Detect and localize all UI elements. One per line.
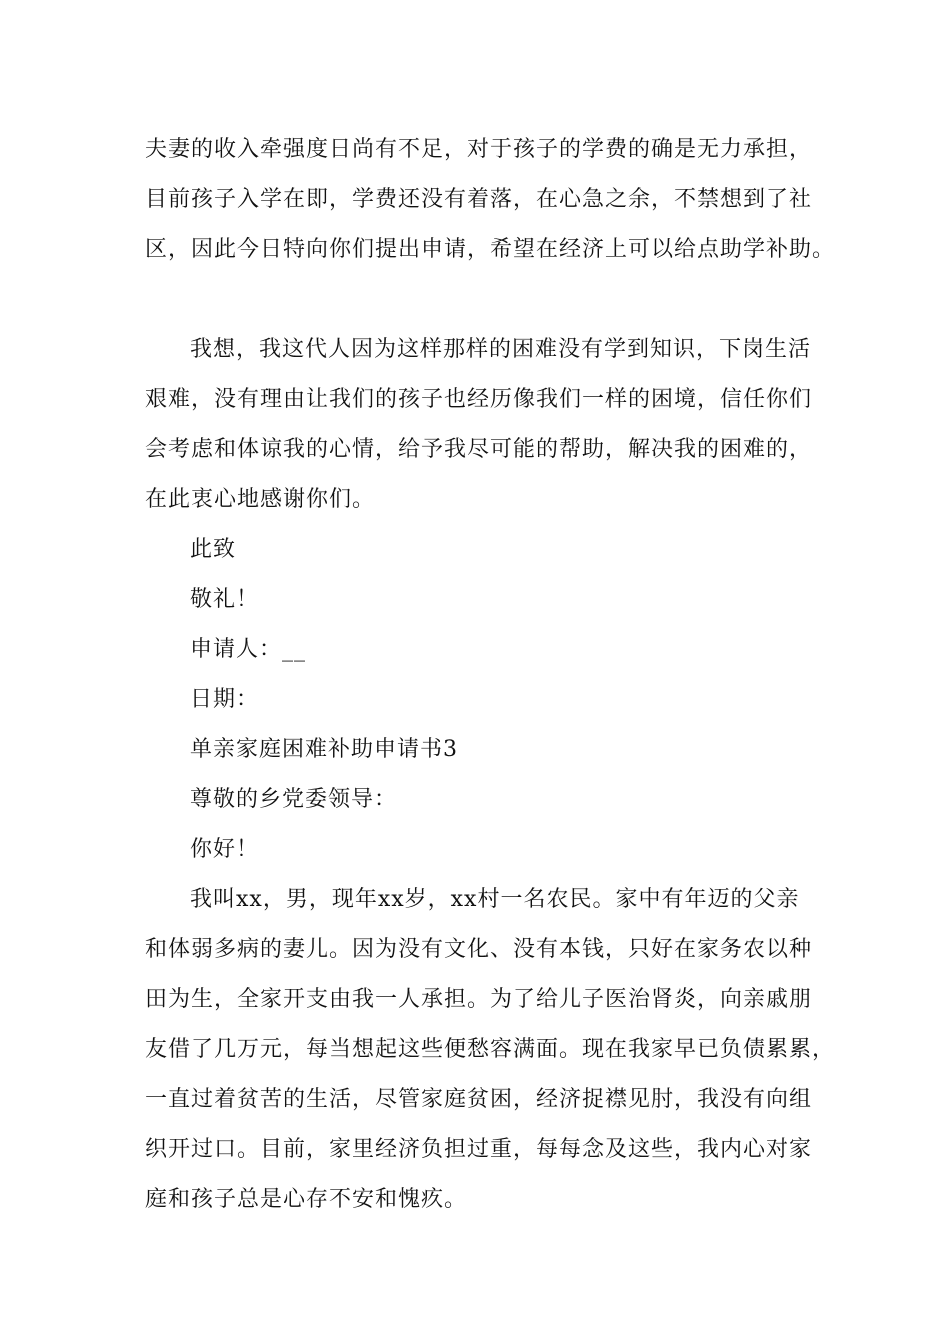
paragraph-line: 田为生，全家开支由我一人承担。为了给儿子医治肾炎，向亲戚朋 <box>145 987 813 1012</box>
salutation-line: 敬礼！ <box>190 587 260 612</box>
section-title: 单亲家庭困难补助申请书3 <box>190 737 458 762</box>
paragraph-line: 会考虑和体谅我的心情，给予我尽可能的帮助，解决我的困难的， <box>145 437 813 462</box>
paragraph-line: 和体弱多病的妻儿。因为没有文化、没有本钱，只好在家务农以种 <box>145 937 813 962</box>
paragraph-line: 区，因此今日特向你们提出申请，希望在经济上可以给点助学补助。 <box>145 237 836 262</box>
paragraph-line: 织开过口。目前，家里经济负担过重，每每念及这些，我内心对家 <box>145 1137 813 1162</box>
date-line: 日期： <box>190 687 260 712</box>
paragraph-line: 目前孩子入学在即，学费还没有着落，在心急之余，不禁想到了社 <box>145 187 813 212</box>
closing-line: 此致 <box>190 537 237 562</box>
paragraph-line: 友借了几万元，每当想起这些便愁容满面。现在我家早已负债累累， <box>145 1037 836 1062</box>
paragraph-line: 夫妻的收入牵强度日尚有不足，对于孩子的学费的确是无力承担， <box>145 137 813 162</box>
paragraph-line: 一直过着贫苦的生活，尽管家庭贫困，经济捉襟见肘，我没有向组 <box>145 1087 813 1112</box>
paragraph-line: 我叫xx，男，现年xx岁，xx村一名农民。家中有年迈的父亲 <box>190 887 800 912</box>
paragraph-line: 我想，我这代人因为这样那样的困难没有学到知识，下岗生活 <box>190 337 812 362</box>
greeting-line: 你好！ <box>190 837 260 862</box>
paragraph-line: 艰难，没有理由让我们的孩子也经历像我们一样的困境，信任你们 <box>145 387 813 412</box>
greeting-line: 尊敬的乡党委领导： <box>190 787 398 812</box>
paragraph-line: 在此衷心地感谢你们。 <box>145 487 376 512</box>
applicant-line: 申请人：__ <box>190 637 307 662</box>
paragraph-line: 庭和孩子总是心存不安和愧疚。 <box>145 1187 468 1212</box>
